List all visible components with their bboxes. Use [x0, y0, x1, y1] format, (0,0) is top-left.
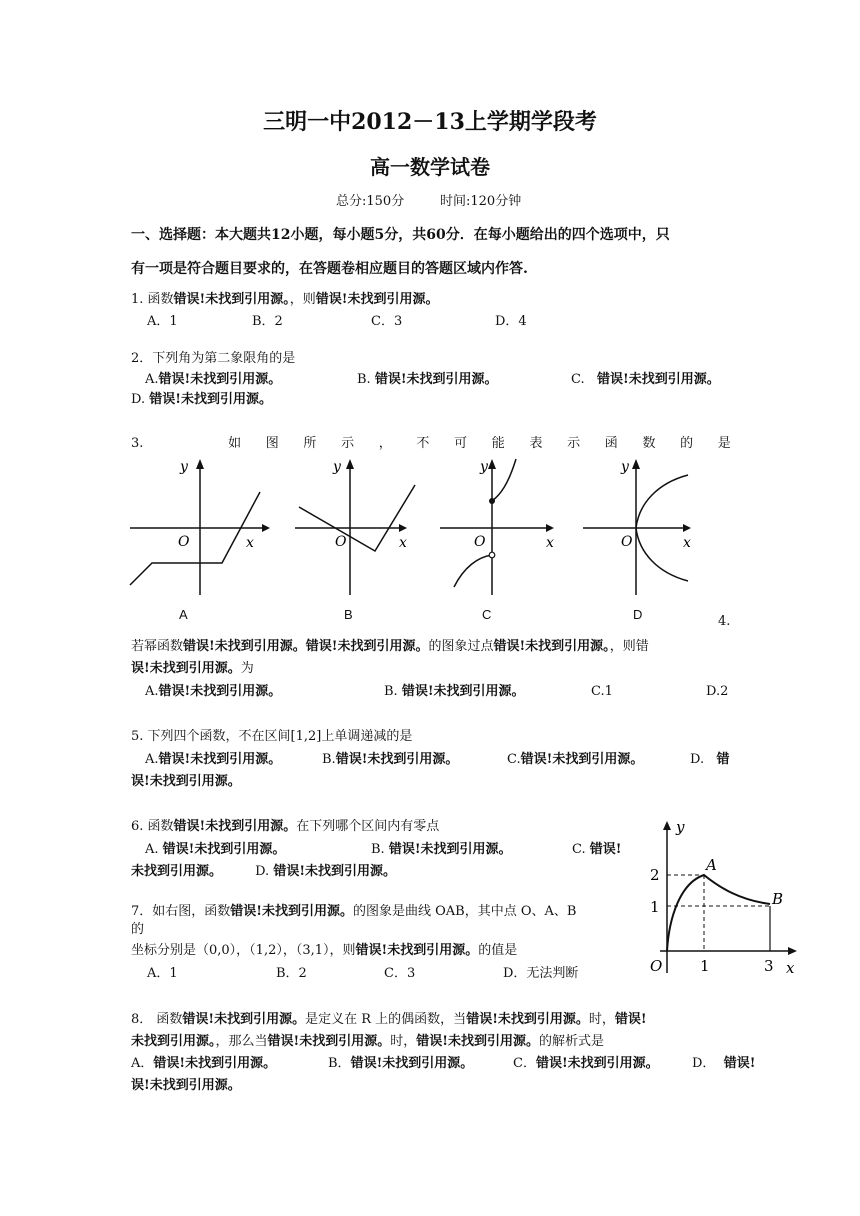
q5-option-c: C.错误!未找到引用源。 [507, 752, 644, 767]
q3-stem: 3. 如 图 所 示 ， 不 可 能 表 示 函 数 的 是 [131, 436, 731, 451]
q3-graph-a [130, 455, 270, 595]
q8-option-a: A．错误!未找到引用源。 [131, 1056, 277, 1071]
q7-stem-line1: 7．如右图，函数错误!未找到引用源。的图象是曲线 OAB，其中点 O、A、B [131, 904, 577, 919]
q2-option-c: C. 错误!未找到引用源。 [571, 372, 720, 387]
section1-line2: 有一项是符合题目要求的，在答题卷相应题目的答题区域内作答. [131, 261, 528, 277]
q3-graph-b [295, 455, 425, 595]
q7-option-c: C．3 [384, 966, 416, 981]
q7-stem-line1b: 的 [131, 922, 145, 937]
q3-c-origin: O [474, 534, 486, 550]
q4-stem-line2: 误!未找到引用源。为 [131, 661, 254, 676]
exam-subtitle: 高一数学试卷 [370, 155, 490, 179]
q8-option-b: B．错误!未找到引用源。 [328, 1056, 474, 1071]
q7-axis-y: y [676, 818, 685, 836]
q3-a-axis-y: y [180, 459, 188, 475]
q1-stem: 1. 函数错误!未找到引用源。，则错误!未找到引用源。 [131, 292, 439, 307]
q1-option-d: D．4 [495, 314, 527, 329]
q5-stem: 5. 下列四个函数，不在区间[1,2]上单调递减的是 [131, 729, 413, 744]
q1-option-a: A．1 [147, 314, 178, 329]
q4-option-d: D.2 [706, 684, 729, 699]
q4-option-b: B. 错误!未找到引用源。 [384, 684, 525, 699]
q6-option-b: B. 错误!未找到引用源。 [371, 842, 512, 857]
q7-point-b: B [772, 890, 784, 908]
q3-d-axis-x: x [683, 535, 691, 551]
q2-option-b: B. 错误!未找到引用源。 [357, 372, 498, 387]
q3-d-origin: O [621, 534, 633, 550]
q2-stem: 2．下列角为第二象限角的是 [131, 351, 296, 366]
q7-option-b: B．2 [276, 966, 307, 981]
q2-option-a: A.错误!未找到引用源。 [145, 372, 282, 387]
q7-tick-x3: 3 [764, 957, 774, 975]
exam-time: 时间:120分钟 [440, 194, 522, 209]
q3-b-axis-y: y [333, 459, 341, 475]
q7-axis-x: x [786, 959, 795, 977]
q5-option-d-cont: 误!未找到引用源。 [131, 774, 241, 789]
exam-total-score: 总分:150分 [336, 194, 405, 209]
q2-option-d: D. 错误!未找到引用源。 [131, 392, 272, 407]
q4-option-a: A.错误!未找到引用源。 [145, 684, 282, 699]
q8-option-d-cont: 误!未找到引用源。 [131, 1078, 241, 1093]
q7-option-a: A．1 [147, 966, 178, 981]
q8-stem-line1: 8． 函数错误!未找到引用源。是定义在 R 上的偶函数，当错误!未找到引用源。时，错误! [131, 1012, 647, 1027]
q3-caption-c: C [482, 607, 492, 622]
q4-number: 4. [718, 614, 731, 629]
q3-caption-d: D [633, 607, 643, 622]
q3-b-axis-x: x [399, 535, 407, 551]
q4-stem-line1: 若幂函数错误!未找到引用源。错误!未找到引用源。的图象过点错误!未找到引用源。，则错 [131, 639, 649, 654]
q8-option-c: C．错误!未找到引用源。 [513, 1056, 659, 1071]
q3-b-origin: O [335, 534, 347, 550]
q3-graph-c [440, 455, 565, 595]
q5-option-d: D. 错 [690, 752, 730, 767]
q3-caption-b: B [344, 607, 353, 622]
q3-caption-a: A [179, 607, 188, 622]
q6-option-c: C. 错误! [572, 842, 622, 857]
q1-option-c: C．3 [371, 314, 403, 329]
q8-option-d: D． 错误! [692, 1056, 756, 1071]
q7-tick-x1: 1 [700, 957, 710, 975]
q7-stem-line2: 坐标分别是（0,0），（1,2），（3,1），则错误!未找到引用源。的值是 [131, 943, 518, 958]
q7-figure [640, 818, 805, 978]
q6-option-d: 未找到引用源。 D. 错误!未找到引用源。 [131, 864, 397, 879]
q3-d-axis-y: y [621, 459, 629, 475]
q3-c-axis-x: x [546, 535, 554, 551]
q6-option-a: A. 错误!未找到引用源。 [145, 842, 286, 857]
q7-option-d: D．无法判断 [503, 966, 579, 981]
q7-point-a: A [706, 856, 717, 874]
q7-tick-y2: 2 [650, 866, 660, 884]
section1-line1: 一、选择题：本大题共12小题，每小题5分，共60分．在每小题给出的四个选项中，只 [131, 227, 670, 243]
q3-c-axis-y: y [480, 459, 488, 475]
q3-a-origin: O [178, 534, 190, 550]
q8-stem-line2: 未找到引用源。，那么当错误!未找到引用源。时，错误!未找到引用源。的解析式是 [131, 1034, 604, 1049]
q7-origin: O [650, 957, 663, 975]
exam-title: 三明一中2012－13上学期学段考 [263, 109, 597, 135]
q5-option-a: A.错误!未找到引用源。 [145, 752, 282, 767]
q6-stem: 6. 函数错误!未找到引用源。在下列哪个区间内有零点 [131, 819, 440, 834]
q3-a-axis-x: x [246, 535, 254, 551]
q4-option-c: C.1 [591, 684, 613, 699]
q3-graph-d [583, 455, 703, 595]
q5-option-b: B.错误!未找到引用源。 [322, 752, 459, 767]
q7-tick-y1: 1 [650, 898, 660, 916]
q1-option-b: B．2 [252, 314, 283, 329]
